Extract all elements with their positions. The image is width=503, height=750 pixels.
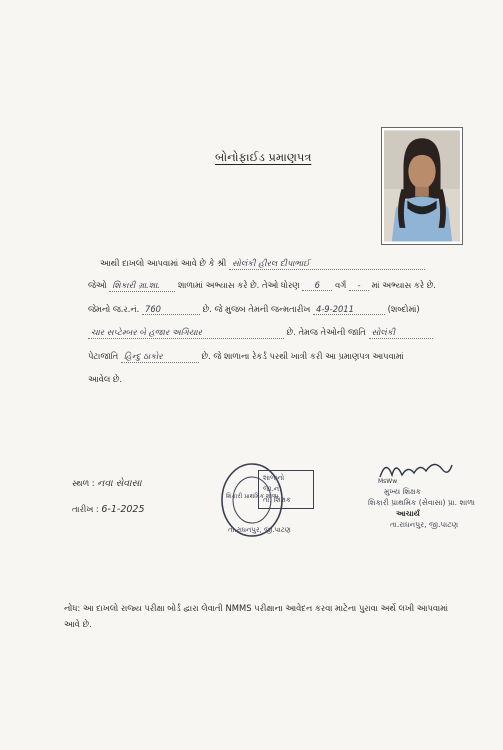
line-student-name (100, 258, 425, 270)
certificate-title: બોનોફાઈડ પ્રમાણપત્ર (215, 150, 312, 164)
line-subcaste (88, 351, 404, 363)
school-name-value: શિકારી ગ્રા.શા. (109, 280, 175, 292)
subcaste-value: હિન્દુ ઠાકોર (121, 351, 199, 363)
principal-signature (376, 455, 456, 485)
place-row (72, 478, 142, 489)
principal-block (368, 486, 475, 530)
rect-stamp-line1: શાળાનો (263, 474, 285, 482)
principal-line2: શિકારી પ્રાથમિક (સેવાસા) પ્રા. શાળા (368, 498, 475, 507)
round-stamp-text: શિકારી પ્રાથમિક શાળા (225, 493, 279, 500)
text-l3-suffix: (શબ્દોમાં) (387, 304, 420, 314)
line-gr-dob (88, 304, 420, 315)
text-class-label: વર્ગ (334, 280, 347, 290)
principal-line1: મુખ્ય શિક્ષક (384, 487, 422, 496)
line-dob-words-caste (88, 327, 433, 339)
text-l2-suffix: માં અભ્યાસ કરે છે. (371, 280, 436, 290)
text-l5-prefix: પેટાજાતિ (88, 351, 119, 361)
rect-stamp-box (258, 470, 314, 509)
text-l3-prefix: જેમનો જ.ર.નં. (88, 304, 140, 314)
text-l2-mid: શાળામાં અભ્યાસ કરે છે. તેઓ ધોરણ (177, 280, 300, 290)
rect-stamp-footer: તા.રાધનપુર, જી.પાટણ (228, 526, 291, 534)
student-photo (381, 127, 463, 245)
principal-line3: તા.રાધનપુર, જી.પાટણ (390, 520, 459, 529)
rect-stamp-line3: તા. શિક્ષક (263, 496, 291, 504)
text-l1-prefix: આથી દાખલો આપવામાં આવે છે કે શ્રી (100, 258, 227, 268)
birth-date-words-value: ચાર સપ્ટેમ્બર બે હજાર અગિયાર (88, 327, 284, 339)
certificate-note: નોંધ: આ દાખલો રાજ્ય પરીક્ષા બોર્ડ દ્વારા લેવાતી NMMS પરીક્ષાના આવેદન કરવા માટેના પુરાવા અર્થે લખી આપવામાં આવે છે. (64, 603, 449, 629)
place-label: સ્થળ : (72, 478, 95, 488)
signature-text: MsWw (378, 478, 398, 485)
principal-label: આચાર્ય (396, 509, 420, 518)
gr-number-value: 760 (142, 304, 200, 315)
class-value: - (349, 280, 369, 291)
signature (376, 455, 456, 489)
standard-value: 6 (302, 280, 332, 291)
place-value: નવા સેવાસા (97, 478, 142, 489)
student-portrait-image (384, 130, 460, 242)
text-closing: આવેલ છે. (88, 374, 123, 384)
date-value: 6-1-2025 (101, 504, 145, 515)
text-l3-mid: છે. જે મુજબ તેમની જન્મતારીખ (202, 304, 311, 314)
birth-date-value: 4-9-2011 (313, 304, 385, 315)
text-l2-prefix: જેઓ (88, 280, 107, 290)
caste-value: સોલંકી (369, 327, 433, 339)
student-name-value: સોલંકી હીરલ દીપાભાઈ (229, 258, 425, 270)
text-l4-mid: છે. તેમજ તેઓની જાતિ (286, 327, 366, 337)
line-closing (88, 374, 122, 385)
date-row (72, 504, 145, 515)
text-l5-suffix: છે. જે શાળાના રેકર્ડ પરથી ખાત્રી કરી આ પ્રમાણપત્ર આપવામાં (201, 351, 404, 361)
date-label: તારીખ : (72, 504, 99, 514)
rect-stamp-line2: જા.નં. (263, 485, 282, 493)
line-school (88, 280, 436, 292)
